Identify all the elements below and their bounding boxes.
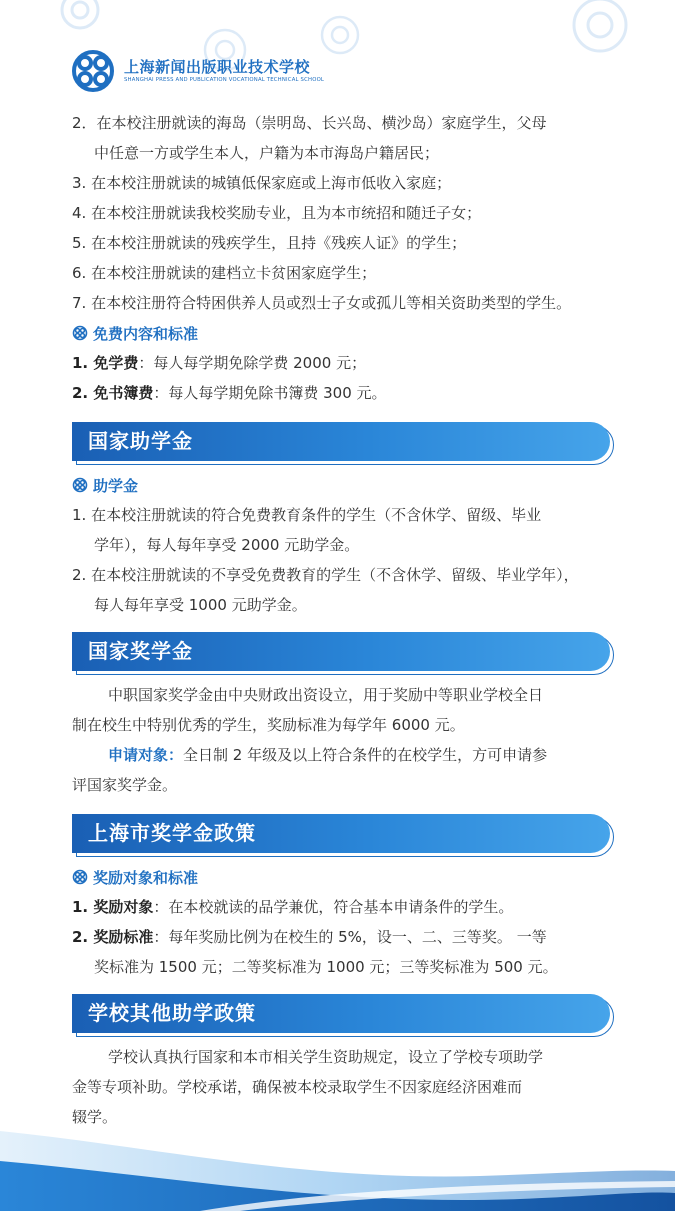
free-content-heading	[72, 318, 612, 348]
list-item	[72, 892, 612, 922]
item-label: 2. 奖励标准	[72, 928, 154, 946]
school-logo-icon	[70, 48, 116, 94]
list-item: 2. 在本校注册就读的不享受免费教育的学生（不含休学、留级、毕业学年），	[72, 566, 579, 584]
main-content	[72, 108, 612, 1132]
school-name-cn: 上海新闻出版职业技术学校	[124, 58, 311, 76]
apply-text: 全日制 2 年级及以上符合条件的在校学生，方可申请参	[183, 746, 548, 764]
award-heading	[72, 862, 612, 892]
paragraph-line: 金等专项补助。学校承诺，确保被本校录取学生不因家庭经济困难而	[72, 1078, 523, 1096]
knot-bullet-icon	[72, 477, 88, 493]
free-content-title: 免费内容和标准	[93, 324, 199, 343]
banner-title: 国家助学金	[88, 429, 193, 453]
paragraph-line: 辍学。	[72, 1108, 118, 1126]
background-knot-pattern	[40, 0, 120, 50]
grant-sub-title: 助学金	[93, 476, 139, 495]
paragraph-line: 制在校生中特别优秀的学生，奖励标准为每学年 6000 元。	[72, 716, 465, 734]
item-label: 1. 奖励对象	[72, 898, 154, 916]
knot-bullet-icon	[72, 325, 88, 341]
list-item: 1. 在本校注册就读的符合免费教育条件的学生（不含休学、留级、毕业	[72, 506, 542, 524]
list-item: 4. 在本校注册就读我校奖励专业，且为本市统招和随迁子女；	[72, 204, 482, 222]
banner-title: 上海市奖学金政策	[88, 821, 256, 845]
award-sub-title: 奖励对象和标准	[93, 868, 199, 887]
list-item: 5. 在本校注册就读的残疾学生，且持《残疾人证》的学生；	[72, 234, 467, 252]
paragraph-line: 学校认真执行国家和本市相关学生资助规定，设立了学校专项助学	[108, 1048, 544, 1066]
banner-title: 国家奖学金	[88, 639, 193, 663]
background-knot-pattern	[555, 0, 645, 65]
school-header	[70, 48, 324, 94]
eligibility-list	[72, 108, 612, 318]
list-item: 中任意一方或学生本人，户籍为本市海岛户籍居民；	[94, 144, 440, 162]
list-item	[72, 378, 612, 408]
item-text: ：在本校就读的品学兼优，符合基本申请条件的学生。	[153, 898, 514, 916]
list-item: 7. 在本校注册符合特困供养人员或烈士子女或孤儿等相关资助类型的学生。	[72, 294, 572, 312]
banner-title: 学校其他助学政策	[88, 1001, 256, 1025]
paragraph-line: 中职国家奖学金由中央财政出资设立，用于奖励中等职业学校全日	[108, 686, 544, 704]
bottom-wave-decoration	[0, 1121, 675, 1211]
list-item	[72, 348, 612, 378]
item-text: ：每人每学期免除学费 2000 元；	[138, 354, 367, 372]
paragraph-line: 评国家奖学金。	[72, 776, 178, 794]
grant-heading	[72, 470, 612, 500]
section-banner-other-policy	[72, 994, 612, 1034]
paragraph-line	[72, 740, 612, 770]
item-label: 1. 免学费	[72, 354, 139, 372]
section-banner-national-scholarship	[72, 632, 612, 672]
list-item: 3. 在本校注册就读的城镇低保家庭或上海市低收入家庭；	[72, 174, 452, 192]
knot-bullet-icon	[72, 869, 88, 885]
apply-label: 申请对象：	[108, 746, 184, 764]
item-text: ：每年奖励比例为在校生的 5%，设一、二、三等奖。 一等	[153, 928, 547, 946]
list-item	[72, 922, 612, 952]
item-text: ：每人每学期免除书簿费 300 元。	[153, 384, 387, 402]
list-item: 2．在本校注册就读的海岛（崇明岛、长兴岛、横沙岛）家庭学生，父母	[72, 114, 547, 132]
list-item: 6. 在本校注册就读的建档立卡贫困家庭学生；	[72, 264, 377, 282]
list-item: 每人每年享受 1000 元助学金。	[94, 596, 307, 614]
list-item: 学年），每人每年享受 2000 元助学金。	[94, 536, 360, 554]
list-item: 奖标准为 1500 元；二等奖标准为 1000 元；三等奖标准为 500 元。	[94, 958, 558, 976]
school-name-en: SHANGHAI PRESS AND PUBLICATION VOCATIONAL TECHNICAL SCHOOL	[124, 77, 325, 83]
section-banner-shanghai-scholarship	[72, 814, 612, 854]
section-banner-national-grant	[72, 422, 612, 462]
item-label: 2. 免书簿费	[72, 384, 154, 402]
